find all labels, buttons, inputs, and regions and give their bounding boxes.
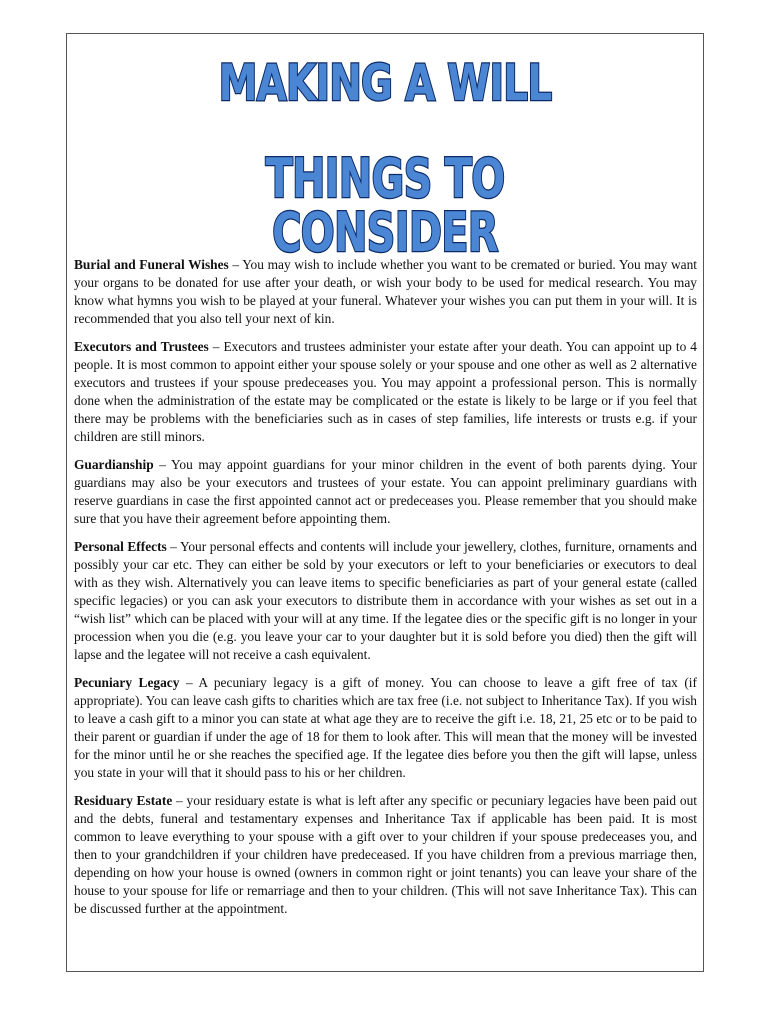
section-heading: Executors and Trustees: [74, 339, 209, 355]
title-line-1: MAKING A WILL: [218, 54, 552, 112]
section-text: – A pecuniary legacy is a gift of money. You can choose to leave a gift free of tax (if appropriate). You can leave cash gifts to charities which are tax free (i.e. not subject to Inheritance Tax). If you wish to leave a cash gift to a minor you can state at what age they are to receive the gift i.e. 18, 21, 25 etc or to be paid to their parent or guardian if under the age of 18 for them to look after. This will mean that the money will be invested for the minor until he or she reaches the specified age. If the legatee dies before you then the gift will lapse, unless you state in your will that it should pass to his or her children.: [74, 675, 697, 780]
section-text: – You may appoint guardians for your minor children in the event of both parents dying. Your guardians may also be your executors and trustees of your estate. You can appoint preliminary guardians with reserve guardians in case the first appointed cannot act or predeceases you. Please remember that you should make sure that you have their agreement before appointing them.: [74, 457, 697, 526]
section-text: – your residuary estate is what is left after any specific or pecuniary legacies have been paid out and the debts, funeral and testamentary expenses and Inheritance Tax if applicable has been paid. It is most common to leave everything to your spouse with a gift over to your children if your spouse predeceases you, and then to your grandchildren if your children have predeceased. If you have children from a previous marriage then, depending on how your house is owned (owners in common right or joint tenants) you can leave your share of the house to your spouse for life or remarriage and then to your children. (This will not save Inheritance Tax). This can be discussed further at the appointment.: [74, 793, 697, 916]
section-text: – Your personal effects and contents will include your jewellery, clothes, furniture, ornaments and possibly your car etc. They can either be sold by your executors or left to your beneficiaries or executors to deal with as they wish. Alternatively you can leave items to specific beneficiaries as part of your general estate (called specific legacies) or you can ask your executors to distribute them in accordance with your wishes as set out in a “wish list” which can be placed with your will at any time. If the legatee dies or the specific gift is no longer in your procession when you die (e.g. you leave your car to your daughter but it is sold before you died) then the gift will lapse and the legatee will not receive a cash equivalent.: [74, 539, 697, 662]
section-executors-trustees: [74, 338, 697, 445]
section-text: – You may wish to include whether you want to be cremated or buried. You may want your organs to be donated for use after your death, or wish your body to be used for medical research. You may know what hymns you wish to be played at your funeral. Whatever your wishes you can put them in your will. It is recommended that you also tell your next of kin.: [74, 257, 697, 326]
title-line-2: THINGS TO CONSIDER: [265, 147, 505, 264]
section-personal-effects: [74, 538, 697, 663]
section-residuary-estate: [74, 792, 697, 917]
document-title: [66, 54, 704, 264]
section-guardianship: [74, 456, 697, 528]
section-heading: Guardianship: [74, 457, 154, 473]
section-text: – Executors and trustees administer your estate after your death. You can appoint up to 4 people. It is most common to appoint either your spouse solely or your spouse and one other as well as 2 alternative executors and trustees if your spouse predeceases you. You may appoint a professional person. This is normally done when the administration of the estate may be complicated or the estate is likely to be large or if you feel that there may be problems with the beneficiaries such as in cases of step families, life interests or trusts e.g. if your children are still minors.: [74, 339, 697, 444]
section-heading: Pecuniary Legacy: [74, 675, 180, 691]
section-pecuniary-legacy: [74, 674, 697, 781]
document-body: [74, 256, 697, 928]
section-heading: Burial and Funeral Wishes: [74, 257, 229, 272]
section-heading: Residuary Estate: [74, 793, 173, 809]
section-burial-funeral: [74, 256, 697, 328]
section-heading: Personal Effects: [74, 539, 167, 555]
